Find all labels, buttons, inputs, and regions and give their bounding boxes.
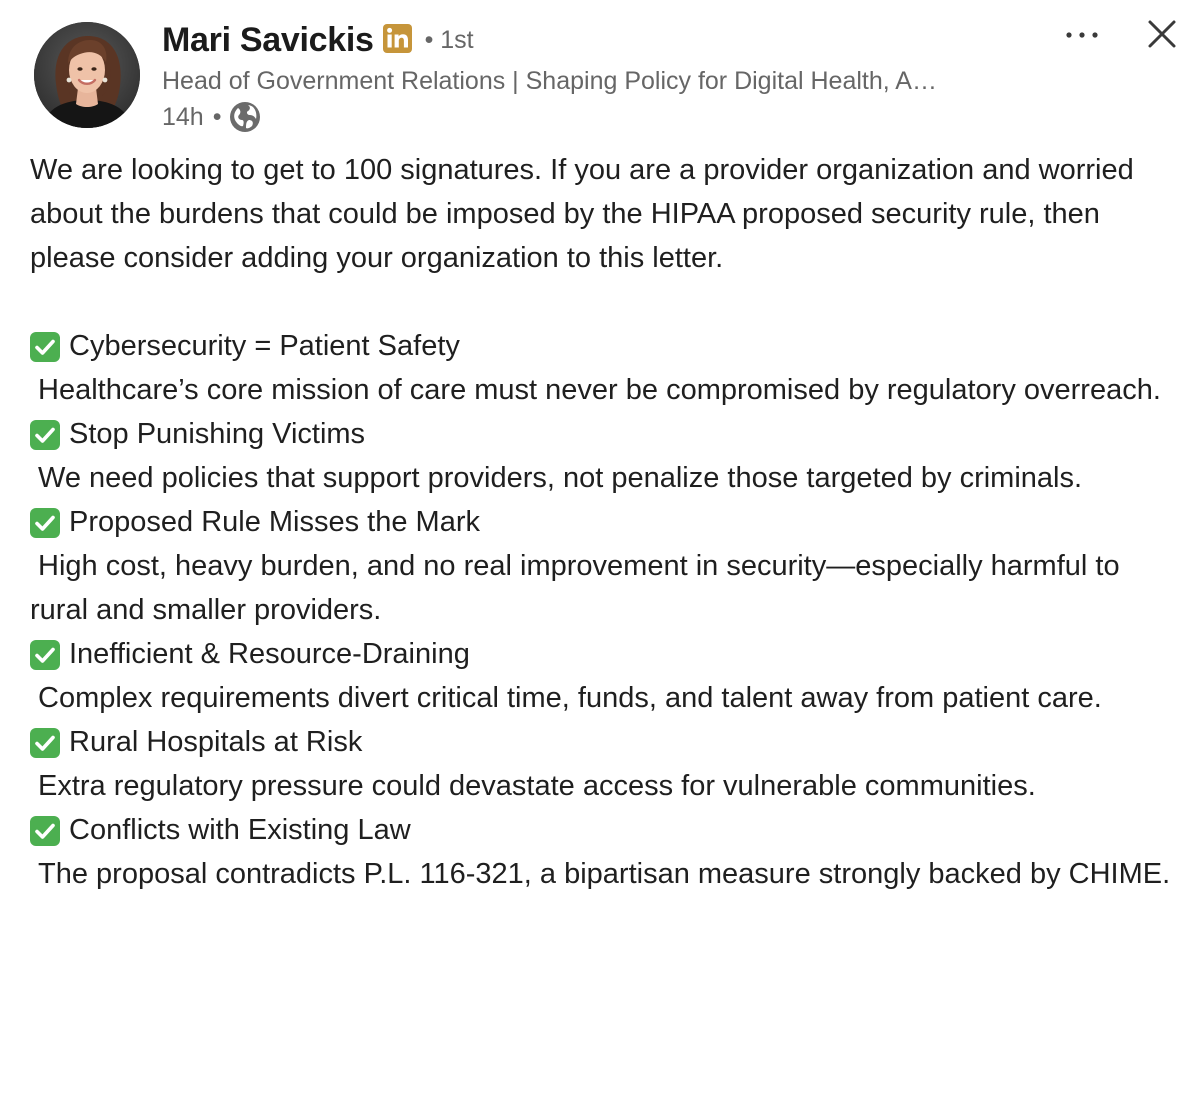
avatar-photo xyxy=(34,22,140,128)
globe-icon xyxy=(229,101,261,133)
author-name[interactable]: Mari Savickis xyxy=(162,20,374,59)
check-mark-icon xyxy=(30,815,60,845)
post-intro: We are looking to get to 100 signatures. If you are a provider organization and worried about the burdens that could be imposed by the HIPAA proposed security rule, then please consider adding your organization to this letter. xyxy=(30,154,1134,274)
post-time: 14h xyxy=(162,102,204,131)
point-title: Conflicts with Existing Law xyxy=(69,814,411,846)
point-title: Proposed Rule Misses the Mark xyxy=(69,506,480,538)
check-mark-icon xyxy=(30,639,60,669)
post-body xyxy=(30,148,1180,896)
more-options-button[interactable] xyxy=(1060,18,1104,54)
check-mark-icon xyxy=(30,331,60,361)
point-title-row xyxy=(30,412,1180,456)
point-title: Cybersecurity = Patient Safety xyxy=(69,330,460,362)
point-title-row xyxy=(30,324,1180,368)
close-icon xyxy=(1140,14,1184,58)
check-mark-icon xyxy=(30,507,60,537)
spacer xyxy=(30,280,1180,324)
point-item xyxy=(30,720,1180,808)
close-button[interactable] xyxy=(1140,14,1184,58)
point-item xyxy=(30,808,1180,896)
avatar[interactable] xyxy=(34,22,140,128)
point-item xyxy=(30,324,1180,412)
point-item xyxy=(30,412,1180,500)
linkedin-premium-icon xyxy=(382,23,413,54)
author-name-row xyxy=(162,18,1042,62)
point-title: Stop Punishing Victims xyxy=(69,418,366,450)
author-headline: Head of Government Relations | Shaping Policy for Digital Health, A… xyxy=(162,67,937,95)
point-title-row xyxy=(30,808,1180,852)
point-item xyxy=(30,500,1180,632)
meta-separator: • xyxy=(212,102,222,131)
point-description: Extra regulatory pressure could devastate access for vulnerable communities. xyxy=(38,770,1036,802)
point-description: Complex requirements divert critical time, funds, and talent away from patient care. xyxy=(38,682,1102,714)
connection-degree: • 1st xyxy=(424,25,474,54)
point-title: Rural Hospitals at Risk xyxy=(69,726,363,758)
point-description: The proposal contradicts P.L. 116-321, a bipartisan measure strongly backed by CHIME. xyxy=(38,858,1171,890)
point-title: Inefficient & Resource-Draining xyxy=(69,638,470,670)
author-block xyxy=(162,18,1042,134)
point-title-row xyxy=(30,720,1180,764)
check-mark-icon xyxy=(30,419,60,449)
point-description: Healthcare’s core mission of care must never be compromised by regulatory overreach. xyxy=(38,374,1161,406)
point-description: We need policies that support providers, not penalize those targeted by criminals. xyxy=(38,462,1083,494)
point-item xyxy=(30,632,1180,720)
point-title-row xyxy=(30,500,1180,544)
more-horizontal-icon xyxy=(1060,18,1104,54)
check-mark-icon xyxy=(30,727,60,757)
post-meta xyxy=(162,100,1042,134)
point-title-row xyxy=(30,632,1180,676)
point-description: High cost, heavy burden, and no real improvement in security—especially harmful to rural and smaller providers. xyxy=(30,550,1120,626)
post-points xyxy=(30,324,1180,896)
